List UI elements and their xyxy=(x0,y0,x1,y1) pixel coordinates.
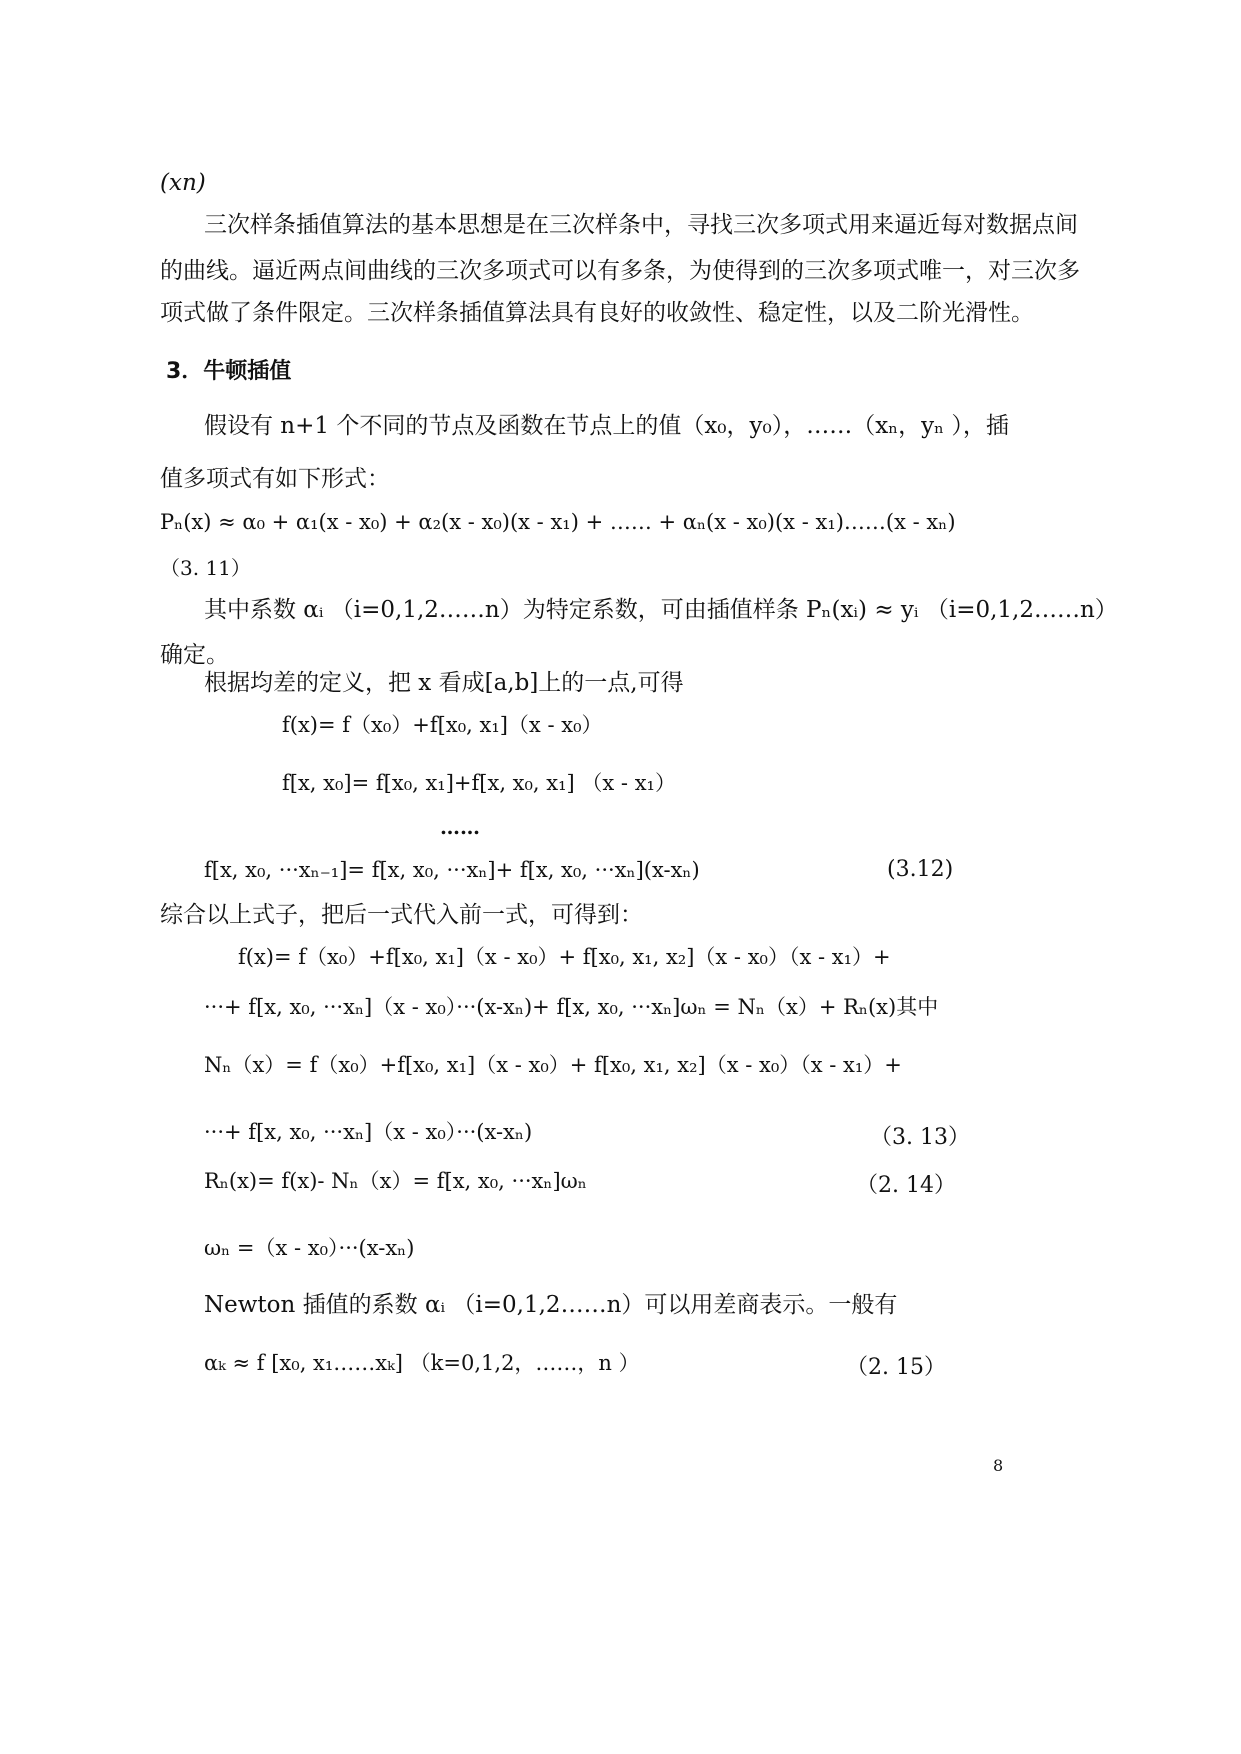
equation-2-14-label: （2. 14） xyxy=(856,1173,956,1198)
paragraph-3-line-1: 其中系数 αᵢ （i=0,1,2……n）为特定系数，可由插值样条 Pₙ(xᵢ) ≈ yᵢ （i=0,1,2……n） xyxy=(204,597,1118,623)
section-heading: 3．牛顿插值 xyxy=(166,359,292,384)
equation-combined-line-2: ···+ f[x, x₀, ···xₙ]（x - x₀）···(x-xₙ)+ f[x, x₀, ···xₙ]ωₙ = Nₙ（x）+ Rₙ(x)其中 xyxy=(204,995,939,1019)
paragraph-4: 根据均差的定义，把 x 看成[a,b]上的一点,可得 xyxy=(204,670,684,696)
equation-nn-line-2: ···+ f[x, x₀, ···xₙ]（x - x₀）···(x-xₙ) xyxy=(204,1120,533,1144)
equation-3-11-label: （3. 11） xyxy=(160,556,251,580)
paragraph-2-line-1: 假设有 n+1 个不同的节点及函数在节点上的值（x₀，y₀），……（xₙ，yₙ ），插 xyxy=(204,413,1009,439)
equation-nn-line-1: Nₙ（x）= f（x₀）+f[x₀, x₁]（x - x₀）+ f[x₀, x₁, x₂]（x - x₀）（x - x₁）+ xyxy=(204,1053,902,1077)
top-fragment: (xn) xyxy=(160,170,206,196)
paragraph-1-line-3: 项式做了条件限定。三次样条插值算法具有良好的收敛性、稳定性，以及二阶光滑性。 xyxy=(160,300,1034,326)
equation-3-12-label: (3.12) xyxy=(887,857,954,882)
equation-omega: ωₙ =（x - x₀）···(x-xₙ) xyxy=(204,1236,415,1260)
ellipsis: …… xyxy=(440,815,480,839)
equation-combined-line-1: f(x)= f（x₀）+f[x₀, x₁]（x - x₀）+ f[x₀, x₁, x₂]（x - x₀）（x - x₁）+ xyxy=(238,945,891,969)
equation-2-15: αₖ ≈ f [x₀, x₁……xₖ] （k=0,1,2，……，n ） xyxy=(204,1351,640,1375)
paragraph-3-line-2: 确定。 xyxy=(160,642,229,668)
equation-2-14: Rₙ(x)= f(x)- Nₙ（x）= f[x, x₀, ···xₙ]ωₙ xyxy=(204,1169,587,1193)
equation-3-13-label: （3. 13） xyxy=(870,1125,970,1150)
equation-3-11: Pₙ(x) ≈ α₀ + α₁(x - x₀) + α₂(x - x₀)(x - x₁) + …… + αₙ(x - x₀)(x - x₁)……(x - xₙ) xyxy=(160,510,956,534)
equation-3-12: f[x, x₀, ···xₙ₋₁]= f[x, x₀, ···xₙ]+ f[x, x₀, ···xₙ](x-xₙ) xyxy=(204,858,700,882)
equation-newton-first: f(x)= f（x₀）+f[x₀, x₁]（x - x₀） xyxy=(282,713,603,737)
equation-newton-second: f[x, x₀]= f[x₀, x₁]+f[x, x₀, x₁] （x - x₁） xyxy=(282,771,676,795)
paragraph-2-line-2: 值多项式有如下形式： xyxy=(160,466,390,492)
page-number: 8 xyxy=(993,1456,1004,1475)
paragraph-6: Newton 插值的系数 αᵢ （i=0,1,2……n）可以用差商表示。一般有 xyxy=(204,1292,898,1318)
paragraph-1-line-2: 的曲线。逼近两点间曲线的三次多项式可以有多条，为使得到的三次多项式唯一，对三次多 xyxy=(160,258,1080,284)
equation-2-15-label: （2. 15） xyxy=(846,1355,946,1380)
paragraph-1-line-1: 三次样条插值算法的基本思想是在三次样条中，寻找三次多项式用来逼近每对数据点间 xyxy=(204,212,1078,238)
paragraph-5: 综合以上式子，把后一式代入前一式，可得到： xyxy=(160,902,643,928)
